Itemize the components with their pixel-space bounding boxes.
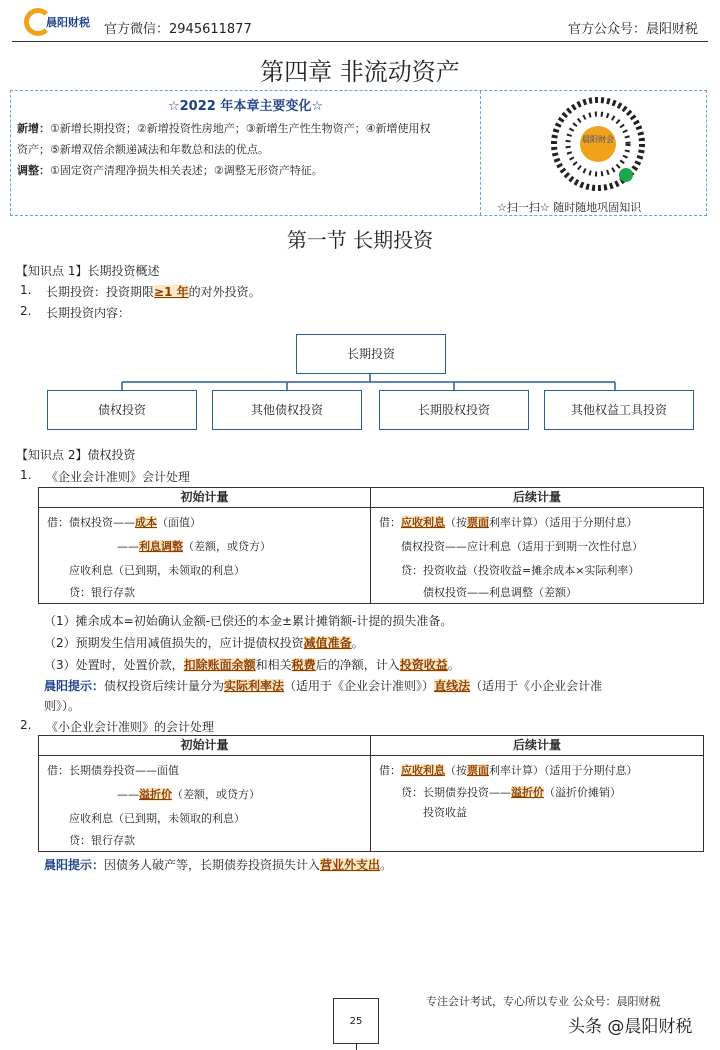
page-number: 25 <box>333 998 379 1044</box>
table2-initial-line-4: 贷：银行存款 <box>69 834 135 847</box>
table2-initial-line-1: 借：长期债券投资——面值 <box>47 764 179 777</box>
table2-header-initial: 初始计量 <box>39 736 371 756</box>
table1-initial-line-1: 借：债权投资——成本（面值） <box>47 516 201 529</box>
table1-subsequent-line-1: 借：应收利息（按票面利率计算）（适用于分期付息） <box>379 516 638 529</box>
tree-root: 长期投资 <box>296 334 446 374</box>
enterprise-standards-table <box>38 487 704 604</box>
table2-initial-line-2: ——溢折价（差额，或贷方） <box>117 788 260 801</box>
wechat-contact: 官方微信：2945611877 <box>104 22 252 37</box>
qr-code-icon[interactable] <box>546 97 651 192</box>
changes-box <box>10 90 707 216</box>
kp2-tip-1: 晨阳提示：债权投资后续计量分为实际利率法（适用于《企业会计准则》）直线法（适用于《小企业会计准 <box>44 679 603 693</box>
table2-subsequent-line-2: 贷：长期债券投资——溢折价（溢折价摊销） <box>401 786 621 799</box>
table1-header-initial: 初始计量 <box>39 488 371 508</box>
changes-title: ☆2022 年本章主要变化☆ <box>167 99 324 114</box>
page-number-tick <box>356 1044 357 1050</box>
table2-subsequent-line-3: 投资收益 <box>423 806 467 819</box>
kp2-item1: 《企业会计准则》会计处理 <box>46 470 191 484</box>
table1-subsequent-line-3: 贷：投资收益（投资收益=摊余成本×实际利率） <box>401 564 640 577</box>
changes-adjust-line: 调整：①固定资产清理净损失相关表述；②调整无形资产特征。 <box>17 164 323 177</box>
table2-subsequent-line-1: 借：应收利息（按票面利率计算）（适用于分期付息） <box>379 764 638 777</box>
official-account: 官方公众号：晨阳财税 <box>567 22 698 37</box>
kp2-title: 【知识点 2】债权投资 <box>16 448 136 462</box>
footer-text: 专注会计考试，专心所以专业 公众号：晨阳财税 <box>426 995 661 1008</box>
header-divider <box>12 41 708 42</box>
table1-subsequent-line-4: 债权投资——利息调整（差额） <box>423 586 577 599</box>
kp2-note-1: （1）摊余成本=初始确认金额-已偿还的本金±累计摊销额-计提的损失准备。 <box>44 614 453 628</box>
changes-content <box>11 91 481 215</box>
table2-initial-line-3: 应收利息（已到期，未领取的利息） <box>69 812 245 825</box>
kp2-item1-num: 1. <box>20 468 32 482</box>
kp2-item2-num: 2. <box>20 718 32 732</box>
table2-header-subsequent: 后续计量 <box>371 736 704 756</box>
kp1-item2: 长期投资内容： <box>46 306 131 320</box>
kp1-item1: 长期投资：投资期限≥1 年的对外投资。 <box>46 285 261 299</box>
qr-label: ☆扫一扫☆ 随时随地巩固知识 <box>497 201 642 214</box>
tree-child-long-term-equity: 长期股权投资 <box>379 390 529 430</box>
table1-header-subsequent: 后续计量 <box>371 488 704 508</box>
source-watermark: 头条 @晨阳财税 <box>568 1017 693 1037</box>
brand-logo: 晨阳财税 <box>20 6 90 38</box>
small-enterprise-table <box>38 735 704 852</box>
kp2-tip-1-line-2: 则》）。 <box>44 699 81 713</box>
tree-child-other-debt-investment: 其他债权投资 <box>212 390 362 430</box>
kp1-title: 【知识点 1】长期投资概述 <box>16 264 160 278</box>
chapter-title: 第四章 非流动资产 <box>260 58 460 86</box>
table1-initial-line-4: 贷：银行存款 <box>69 586 135 599</box>
tree-child-debt-investment: 债权投资 <box>47 390 197 430</box>
changes-new-line-1: 新增：①新增长期投资；②新增投资性房地产；③新增生产性生物资产；④新增使用权 <box>17 122 431 135</box>
changes-new-line-2: 资产；⑤新增双倍余额递减法和年数总和法的优点。 <box>17 143 269 156</box>
tree-child-other-equity-instruments: 其他权益工具投资 <box>544 390 694 430</box>
kp2-note-2: （2）预期发生信用减值损失的，应计提债权投资减值准备。 <box>44 636 364 650</box>
kp2-note-3: （3）处置时，处置价款，扣除账面余额和相关税费后的净额，计入投资收益。 <box>44 658 460 672</box>
table1-initial-line-2: ——利息调整（差额，或贷方） <box>117 540 271 553</box>
kp2-tip-2: 晨阳提示：因债务人破产等，长期债券投资损失计入营业外支出。 <box>44 858 393 872</box>
kp1-item1-num: 1. <box>20 283 32 297</box>
kp1-item2-num: 2. <box>20 304 32 318</box>
kp2-item2: 《小企业会计准则》的会计处理 <box>46 720 215 734</box>
svg-text:晨阳财会: 晨阳财会 <box>582 135 614 144</box>
section-title: 第一节 长期投资 <box>286 228 434 252</box>
table1-initial-line-3: 应收利息（已到期，未领取的利息） <box>69 564 245 577</box>
page-header <box>0 0 720 44</box>
table1-subsequent-line-2: 债权投资——应计利息（适用于到期一次性付息） <box>401 540 643 553</box>
